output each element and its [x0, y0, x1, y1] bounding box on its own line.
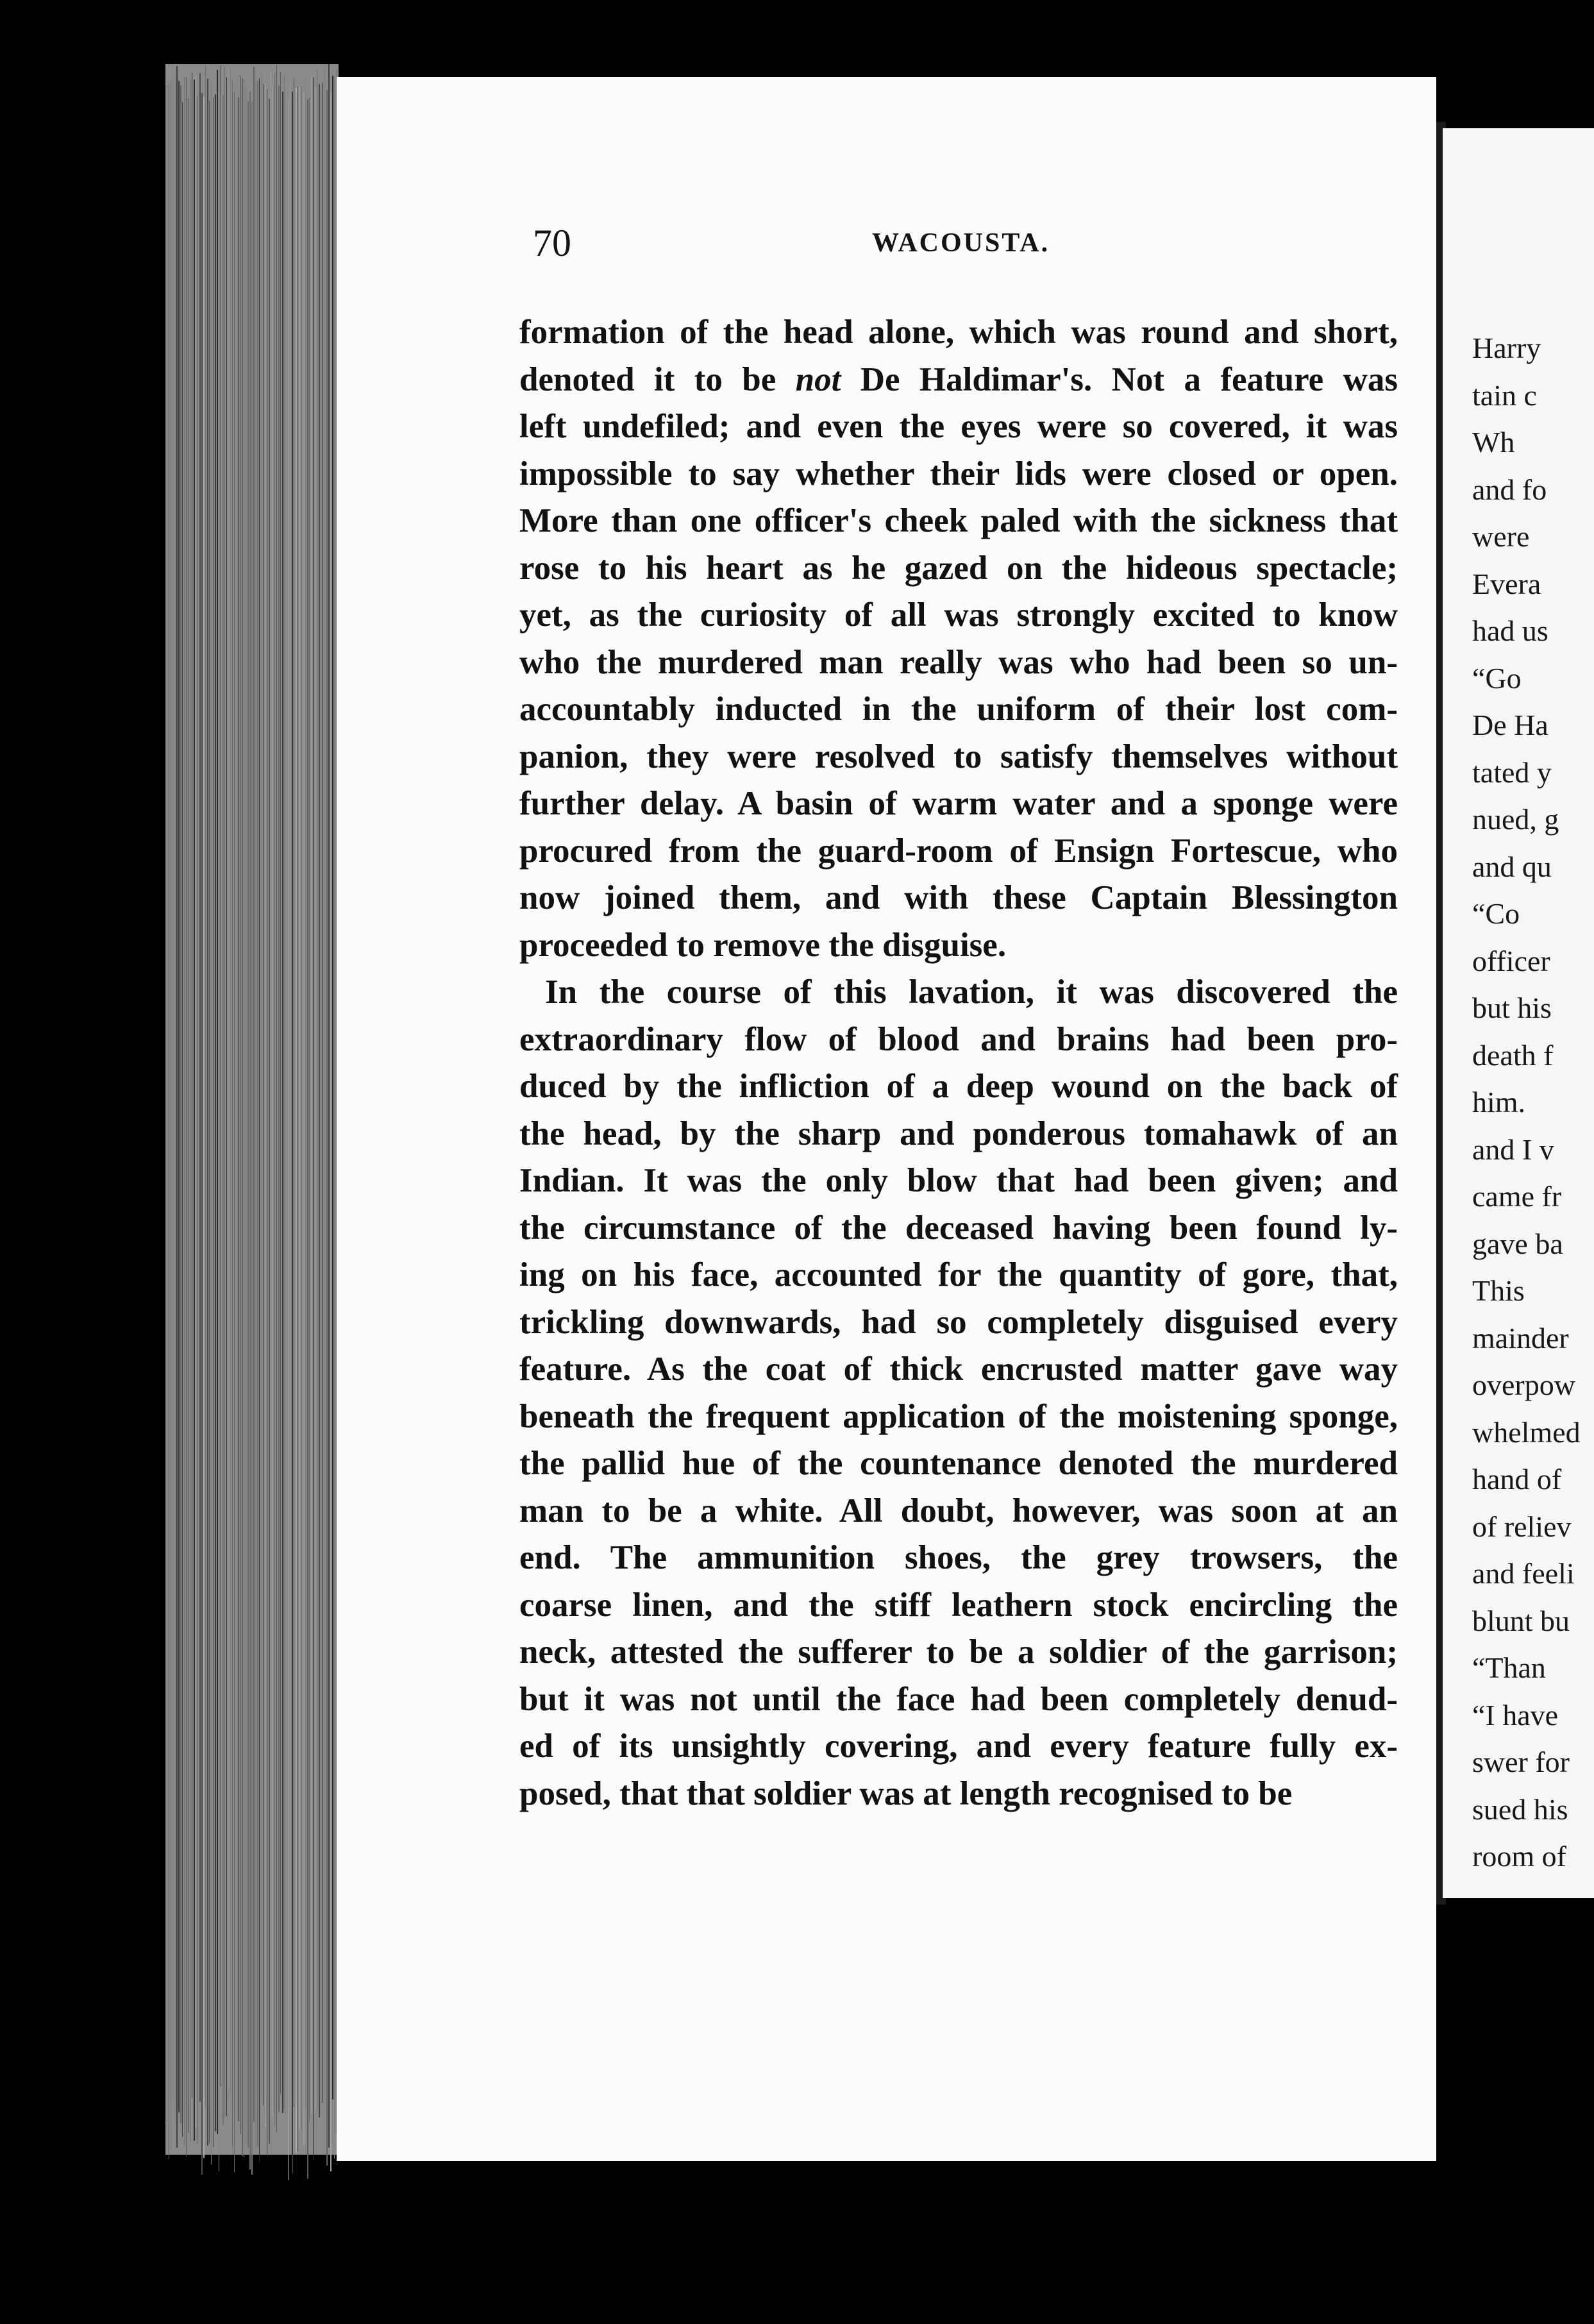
text-line: In the course of this lavation, it was discovered the — [545, 973, 1398, 1011]
edge-streak — [284, 74, 285, 2109]
edge-streak — [242, 78, 243, 2156]
text-line: left undefiled; and even the eyes were so covered, it was — [519, 408, 1398, 445]
text-line: extraordinary flow of blood and brains had been pro- — [519, 1021, 1398, 1058]
edge-streak — [278, 85, 280, 2112]
facing-page-line: and fo — [1472, 473, 1547, 506]
edge-streak — [186, 78, 187, 2157]
edge-streak — [249, 91, 251, 2169]
facing-page-line: tated y — [1472, 756, 1552, 789]
text-line: yet, as the curiosity of all was strongly excited to know — [519, 596, 1398, 634]
edge-streak — [253, 67, 255, 2122]
facing-page-line: Harry — [1472, 332, 1541, 364]
edge-streak — [286, 83, 287, 2143]
text-line: neck, attested the sufferer to be a soldier of the garrison; — [519, 1633, 1398, 1671]
edge-streak — [282, 92, 283, 2113]
edge-streak — [174, 70, 176, 2121]
edge-streak — [207, 79, 208, 2146]
edge-streak — [199, 73, 201, 2101]
facing-page-line: overpow — [1472, 1368, 1575, 1401]
edge-streak — [180, 85, 181, 2123]
edge-streak — [226, 78, 227, 2116]
facing-page-line: officer — [1472, 945, 1550, 977]
text-line: denoted it to be not De Haldimar's. Not a feature was — [519, 361, 1398, 398]
edge-streak — [215, 94, 216, 2131]
text-line: coarse linen, and the stiff leathern stock encircling the — [519, 1587, 1398, 1624]
facing-page-line: swer for — [1472, 1746, 1570, 1778]
edge-streak — [263, 84, 264, 2105]
text-line: ed of its unsightly covering, and every feature fully ex- — [519, 1728, 1398, 1765]
edge-streak — [299, 87, 300, 2128]
page-header — [337, 221, 1436, 273]
edge-streak — [188, 98, 189, 2133]
facing-page-line: sued his — [1472, 1793, 1568, 1826]
edge-streak — [311, 77, 312, 2112]
facing-page-line: nued, g — [1472, 803, 1559, 836]
text-line: beneath the frequent application of the moistening sponge, — [519, 1398, 1398, 1435]
edge-streak — [328, 64, 330, 2148]
edge-streak — [209, 101, 210, 2143]
edge-streak — [319, 84, 320, 2118]
text-line: proceeded to remove the disguise. — [519, 927, 1007, 964]
facing-page-line: “I have — [1472, 1699, 1559, 1731]
edge-streak — [213, 97, 214, 2147]
edge-streak — [305, 79, 306, 2108]
edge-streak — [203, 97, 205, 2158]
edge-streak — [288, 100, 289, 2180]
edge-streak — [309, 97, 310, 2122]
page-number: 70 — [533, 222, 571, 264]
edge-streak — [251, 102, 253, 2175]
edge-streak — [334, 78, 335, 2159]
edge-streak — [217, 70, 218, 2134]
text-line: further delay. A basin of warm water and a sponge were — [519, 785, 1398, 822]
edge-streak — [313, 78, 314, 2160]
edge-streak — [315, 87, 316, 2110]
text-line: accountably inducted in the uniform of their lost com- — [519, 691, 1398, 728]
text-line: the pallid hue of the countenance denoted the murdered — [519, 1445, 1398, 1482]
facing-page-fragment — [1443, 128, 1594, 1898]
text-line: but it was not until the face had been completely denud- — [519, 1681, 1398, 1718]
edge-streak — [178, 81, 180, 2112]
text-line: Indian. It was the only blow that had been given; and — [519, 1162, 1398, 1199]
edge-streak — [182, 102, 183, 2137]
text-line: man to be a white. All doubt, however, was soon at an — [519, 1492, 1398, 1529]
facing-page-line: were — [1472, 520, 1530, 553]
edge-streak — [211, 81, 212, 2164]
text-line: panion, they were resolved to satisfy themselves without — [519, 738, 1398, 775]
edge-streak — [324, 67, 325, 2107]
text-line: the circumstance of the deceased having been found ly- — [519, 1209, 1398, 1247]
facing-page-line: and feeli — [1472, 1557, 1575, 1590]
edge-streak — [307, 99, 308, 2178]
facing-page-line: him. — [1472, 1086, 1526, 1118]
text-line: now joined them, and with these Captain Blessington — [519, 879, 1398, 916]
edge-streak — [230, 67, 231, 2094]
edge-streak — [201, 93, 203, 2175]
edge-streak — [269, 99, 270, 2144]
facing-page-line: came fr — [1472, 1180, 1562, 1213]
facing-page-line: whelmed — [1472, 1416, 1581, 1449]
text-line: posed, that that soldier was at length recognised to be — [519, 1775, 1293, 1812]
facing-page-line: but his — [1472, 991, 1552, 1024]
facing-page-line: hand of — [1472, 1463, 1562, 1495]
facing-page-line: death f — [1472, 1039, 1554, 1072]
facing-page-line: and qu — [1472, 850, 1552, 883]
facing-page-line: room of — [1472, 1840, 1566, 1873]
facing-page-line: had us — [1472, 614, 1548, 647]
facing-page-line: mainder — [1472, 1322, 1569, 1354]
facing-page-line: gave ba — [1472, 1227, 1563, 1260]
edge-streak — [228, 69, 229, 2089]
facing-page-line: Evera — [1472, 568, 1541, 600]
edge-streak — [205, 65, 206, 2107]
edge-streak — [197, 96, 198, 2144]
edge-streak — [326, 90, 328, 2166]
facing-page-line: tain c — [1472, 379, 1537, 412]
edge-streak — [238, 97, 239, 2121]
facing-page-line: “Than — [1472, 1651, 1546, 1684]
edge-streak — [296, 88, 297, 2153]
text-line: formation of the head alone, which was round and short, — [519, 314, 1398, 351]
text-line: rose to his heart as he gazed on the hideous spectacle; — [519, 550, 1398, 587]
edge-streak — [255, 79, 256, 2149]
text-line: feature. As the coat of thick encrusted matter gave way — [519, 1351, 1398, 1388]
facing-page-line: Wh — [1472, 426, 1515, 459]
edge-streak — [280, 72, 281, 2094]
edge-streak — [194, 80, 195, 2141]
text-line: More than one officer's cheek paled with the sickness that — [519, 502, 1398, 539]
facing-page-line: of reliev — [1472, 1510, 1572, 1543]
edge-streak — [261, 70, 262, 2100]
edge-streak — [292, 92, 293, 2173]
facing-page-line: “Go — [1472, 662, 1522, 695]
text-line: duced by the infliction of a deep wound on the back of — [519, 1068, 1398, 1105]
facing-page-line: De Ha — [1472, 709, 1548, 741]
edge-streak — [232, 80, 233, 2148]
facing-page-line: This — [1472, 1274, 1525, 1307]
text-line: trickling downwards, had so completely disguised every — [519, 1304, 1398, 1341]
edge-streak — [276, 65, 277, 2132]
edge-streak — [184, 76, 185, 2146]
text-line: ing on his face, accounted for the quantity of gore, that, — [519, 1256, 1398, 1293]
emphasis: not — [795, 361, 841, 398]
facing-page-line: and I v — [1472, 1133, 1554, 1166]
edge-streak — [257, 81, 258, 2147]
edge-streak — [222, 96, 224, 2125]
edge-streak — [274, 74, 275, 2126]
edge-streak — [224, 66, 225, 2117]
edge-streak — [246, 83, 247, 2146]
edge-streak — [234, 92, 235, 2172]
edge-streak — [176, 66, 178, 2148]
edge-streak — [190, 80, 191, 2141]
edge-streak — [236, 88, 237, 2131]
edge-streak — [301, 86, 302, 2131]
running-title: WACOUSTA. — [872, 228, 1050, 258]
edge-streak — [172, 67, 173, 2101]
facing-page-line: “Co — [1472, 897, 1520, 930]
edge-streak — [247, 101, 249, 2148]
edge-streak — [332, 76, 333, 2100]
edge-streak — [303, 92, 305, 2146]
text-line: procured from the guard-room of Ensign Fortescue, who — [519, 832, 1398, 870]
text-line: who the murdered man really was who had been so un- — [519, 644, 1398, 681]
edge-streak — [330, 93, 331, 2171]
facing-page-line: blunt bu — [1472, 1604, 1570, 1637]
edge-streak — [259, 78, 260, 2162]
text-line: end. The ammunition shoes, the grey trowsers, the — [519, 1539, 1398, 1576]
text-line: the head, by the sharp and ponderous tomahawk of an — [519, 1115, 1398, 1152]
text-line: impossible to say whether their lids were closed or open. — [519, 455, 1398, 493]
book-page — [337, 77, 1436, 2161]
